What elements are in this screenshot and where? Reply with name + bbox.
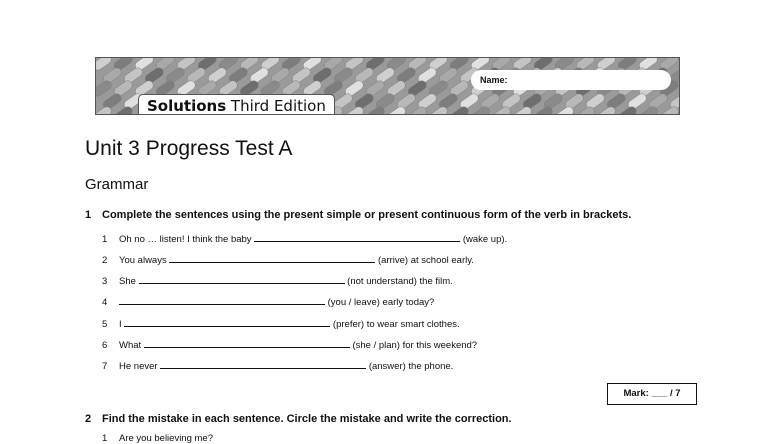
- header-banner: [95, 57, 680, 115]
- item-number: 3: [102, 276, 119, 287]
- answer-blank[interactable]: [160, 359, 366, 369]
- list-item: [102, 232, 507, 245]
- item-number: 7: [102, 361, 119, 372]
- section-heading: Grammar: [85, 176, 148, 193]
- item-number: 1: [102, 433, 119, 444]
- answer-blank[interactable]: [169, 253, 375, 263]
- item-text-before: She: [119, 276, 139, 287]
- list-item: [102, 359, 453, 372]
- item-text-after: (you / leave) early today?: [325, 297, 434, 308]
- list-item: [102, 433, 213, 444]
- list-item: [102, 317, 460, 330]
- item-number: 1: [102, 234, 119, 245]
- item-number: 6: [102, 340, 119, 351]
- page-title: Unit 3 Progress Test A: [85, 137, 292, 161]
- list-item: [102, 253, 474, 266]
- item-text-after: (arrive) at school early.: [375, 255, 474, 266]
- answer-blank[interactable]: [139, 274, 345, 284]
- brand-edition: Third Edition: [226, 97, 326, 115]
- item-text-before: What: [119, 340, 144, 351]
- question-instruction: Find the mistake in each sentence. Circle the mistake and write the correction.: [102, 413, 512, 425]
- item-number: 5: [102, 319, 119, 330]
- list-item: [102, 338, 477, 351]
- list-item: [102, 274, 453, 287]
- answer-blank[interactable]: [144, 338, 350, 348]
- answer-blank[interactable]: [124, 317, 330, 327]
- item-text-after: (prefer) to wear smart clothes.: [330, 319, 459, 330]
- mark-box: Mark: ___ / 7: [607, 383, 697, 405]
- item-text-before: He never: [119, 361, 160, 372]
- item-text-before: You always: [119, 255, 169, 266]
- item-text-before: Oh no … listen! I think the baby: [119, 234, 254, 245]
- item-number: 4: [102, 297, 119, 308]
- brand-name: Solutions: [147, 97, 226, 115]
- answer-blank[interactable]: [254, 232, 460, 242]
- name-label: Name:: [480, 75, 508, 85]
- item-number: 2: [102, 255, 119, 266]
- item-text-after: (wake up).: [460, 234, 507, 245]
- question-number: 1: [85, 209, 102, 221]
- question-1-heading: [85, 209, 631, 221]
- question-number: 2: [85, 413, 102, 425]
- list-item: [102, 295, 434, 308]
- item-text-after: (not understand) the film.: [345, 276, 453, 287]
- question-instruction: Complete the sentences using the present simple or present continuous form of the verb in brackets.: [102, 209, 631, 221]
- item-text: Are you believing me?: [119, 433, 213, 444]
- brand-logo: [138, 94, 335, 115]
- item-text-after: (she / plan) for this weekend?: [350, 340, 477, 351]
- name-field[interactable]: [471, 70, 671, 90]
- item-text-before: I: [119, 319, 124, 330]
- pattern-pill: [96, 58, 113, 72]
- item-text-after: (answer) the phone.: [366, 361, 453, 372]
- question-2-heading: [85, 413, 512, 425]
- answer-blank[interactable]: [119, 295, 325, 305]
